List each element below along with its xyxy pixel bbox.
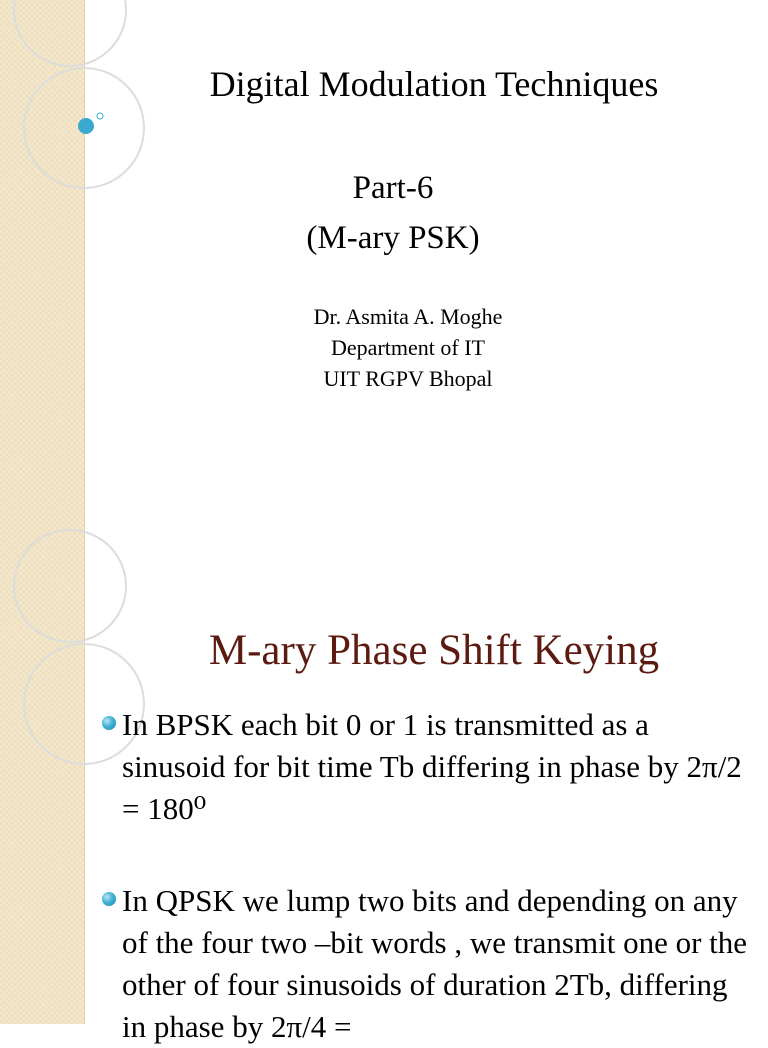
bullet-dot-icon [102, 892, 116, 906]
institute: UIT RGPV Bhopal [323, 366, 493, 391]
slide-heading: M-ary Phase Shift Keying [208, 627, 660, 674]
slide-mary-psk [0, 576, 768, 1044]
subtitle: (M-ary PSK) [306, 220, 480, 256]
bullet-text: In BPSK each bit 0 or 1 is transmitted as a sinusoid for bit time Tb differing in phase by 2π/2 = 180⁰ [122, 707, 742, 826]
bullet-text: In QPSK we lump two bits and depending on any of the four two –bit words , we transmit one or the other of four sinusoids of duration 2Tb, differing in phase by 2π/4 = [122, 883, 748, 1044]
bullet-item [100, 880, 752, 1048]
author-name: Dr. Asmita A. Moghe [313, 304, 503, 329]
bullet-item [100, 704, 752, 830]
small-ring-ornament-icon [97, 113, 103, 119]
bullet-dot-icon [102, 716, 116, 730]
decorative-side-band [0, 576, 85, 1024]
decorative-side-band [0, 0, 85, 576]
department: Department of IT [331, 335, 485, 360]
part-label: Part-6 [352, 170, 434, 206]
presentation-title: Digital Modulation Techniques [209, 64, 659, 104]
